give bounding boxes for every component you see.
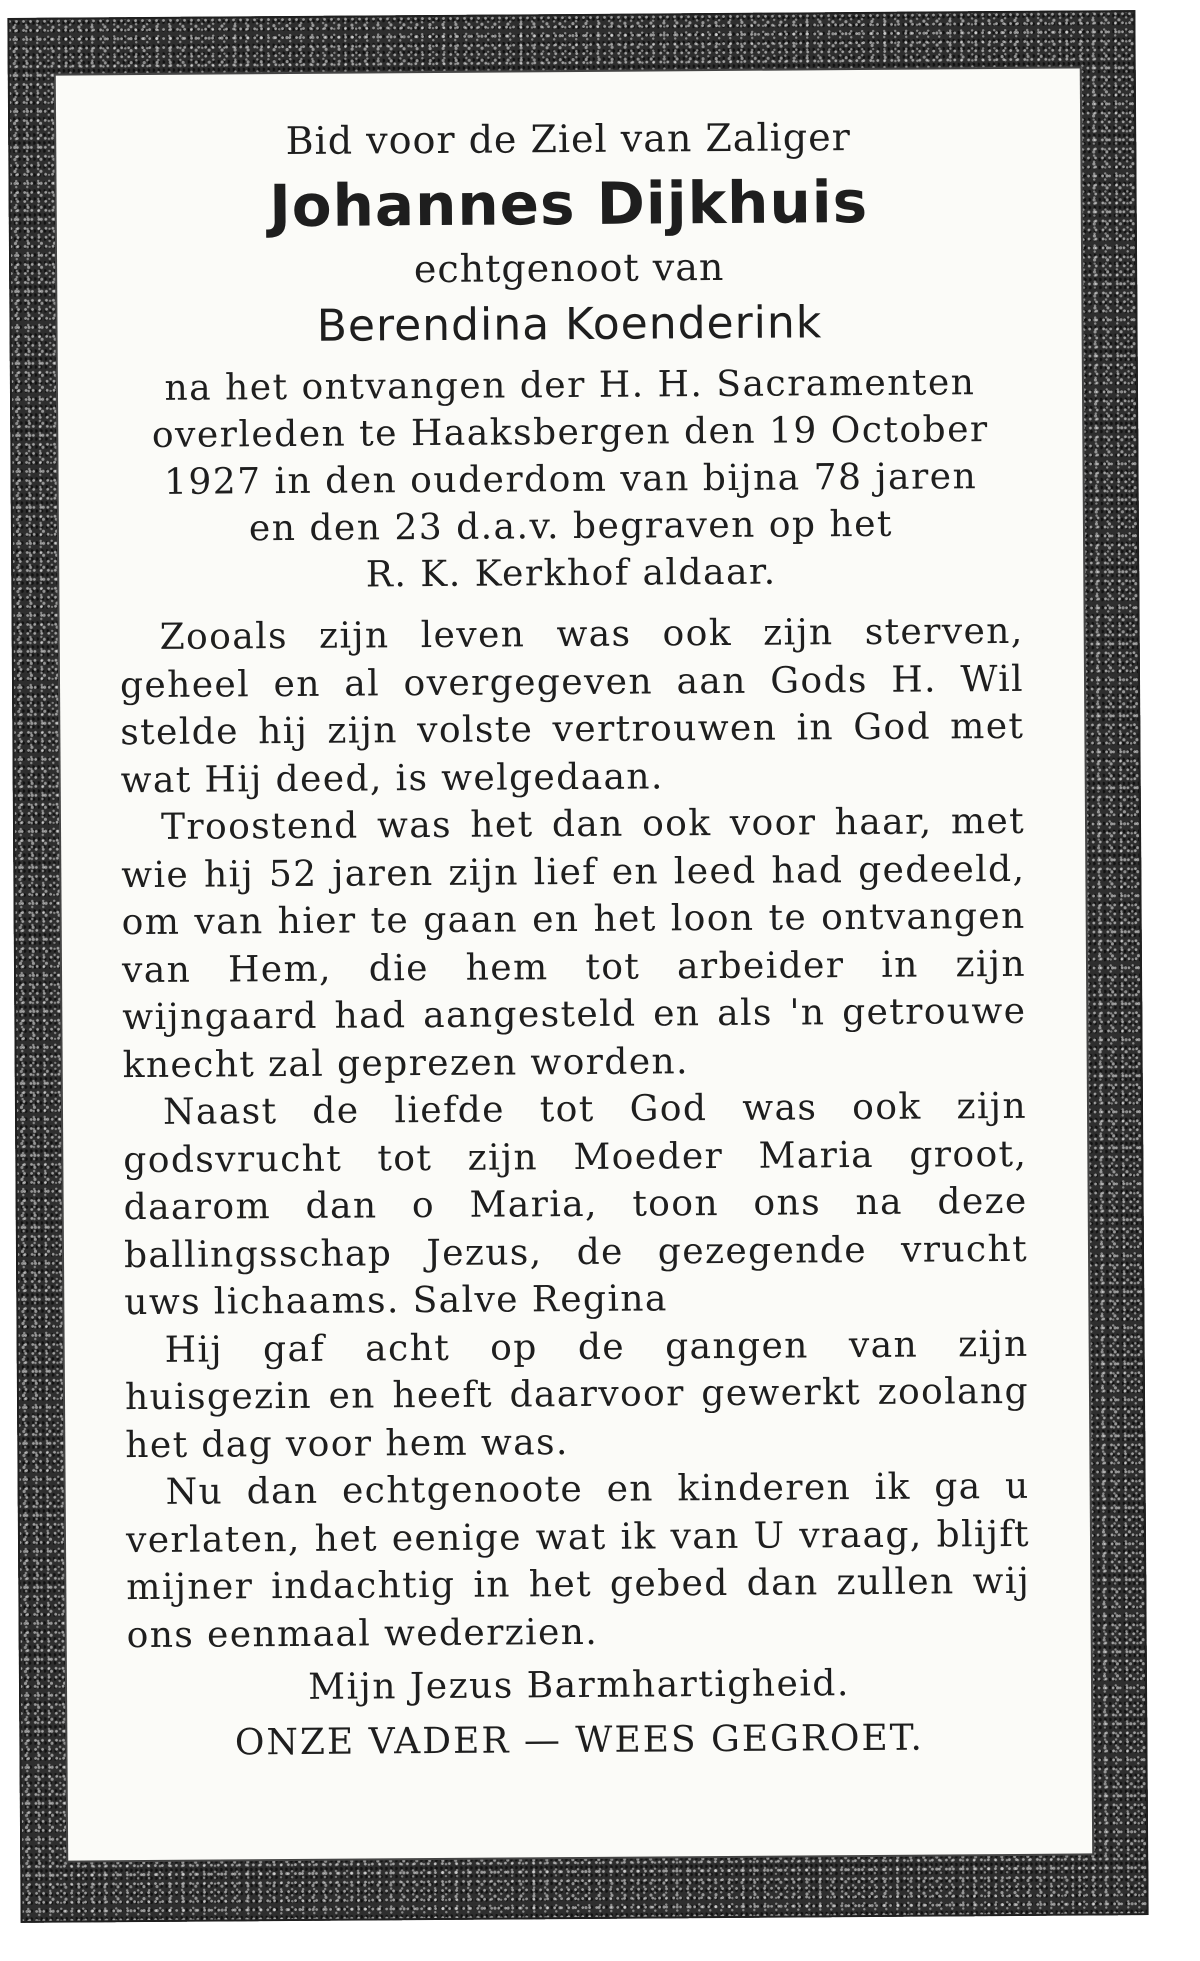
spouse-intro: echtgenoot van [413, 244, 725, 292]
card-header: Bid voor de Ziel van Zaliger [285, 115, 851, 164]
paragraph: Hij gaf acht op de gangen van zijn huisgezin en heeft daarvoor gewerkt zoolang het dag voor hem was. [124, 1323, 1030, 1466]
card-text-panel [56, 68, 1092, 1860]
notice-line: R. K. Kerkhof aldaar. [365, 551, 777, 596]
spouse-name: Berendina Koenderink [316, 297, 823, 352]
notice-line: na het ontvangen der H. H. Sacramenten [164, 362, 976, 409]
notice-line: en den 23 d.a.v. begraven op het [248, 503, 894, 550]
deceased-name: Johannes Dijkhuis [268, 167, 869, 241]
notice-line: overleden te Haaksbergen den 19 October [151, 409, 989, 456]
closing-prayers: ONZE VADER — WEES GEGROET. [234, 1717, 925, 1764]
notice-line: 1927 in den ouderdom van bijna 78 jaren [163, 456, 978, 503]
paragraph: Zooals zijn leven was ook zijn sterven, geheel en al overgegeven aan Gods H. Wil stelde hij zijn volste vertrouwen in God met wat Hij deed, is welgedaan. [119, 610, 1025, 801]
paragraph: Nu dan echtgenoote en kinderen ik ga u verlaten, het eenige wat ik van U vraag, blijft mijner indachtig in het gebed dan zullen wij ons eenmaal wederzien. [125, 1465, 1031, 1656]
death-notice [118, 359, 1024, 600]
memorial-card [7, 10, 1148, 1923]
prayer-line: Mijn Jezus Barmhartigheid. [308, 1663, 850, 1708]
card-text [116, 111, 1032, 1771]
paragraph: Naast de liefde tot God was ook zijn godsvrucht tot zijn Moeder Maria groot, daarom dan o Maria, toon ons na deze ballingsschap Jezus, de gezegende vrucht uws lichaams. Salve Regina [123, 1085, 1029, 1324]
paragraph: Troostend was het dan ook voor haar, met wie hij 52 jaren zijn lief en leed had gedeeld, om van hier te gaan en het loon te ontvangen van Hem, die hem tot arbeider in zijn wijngaard had aangesteld en als 'n getrouwe knecht zal geprezen worden. [121, 800, 1027, 1086]
